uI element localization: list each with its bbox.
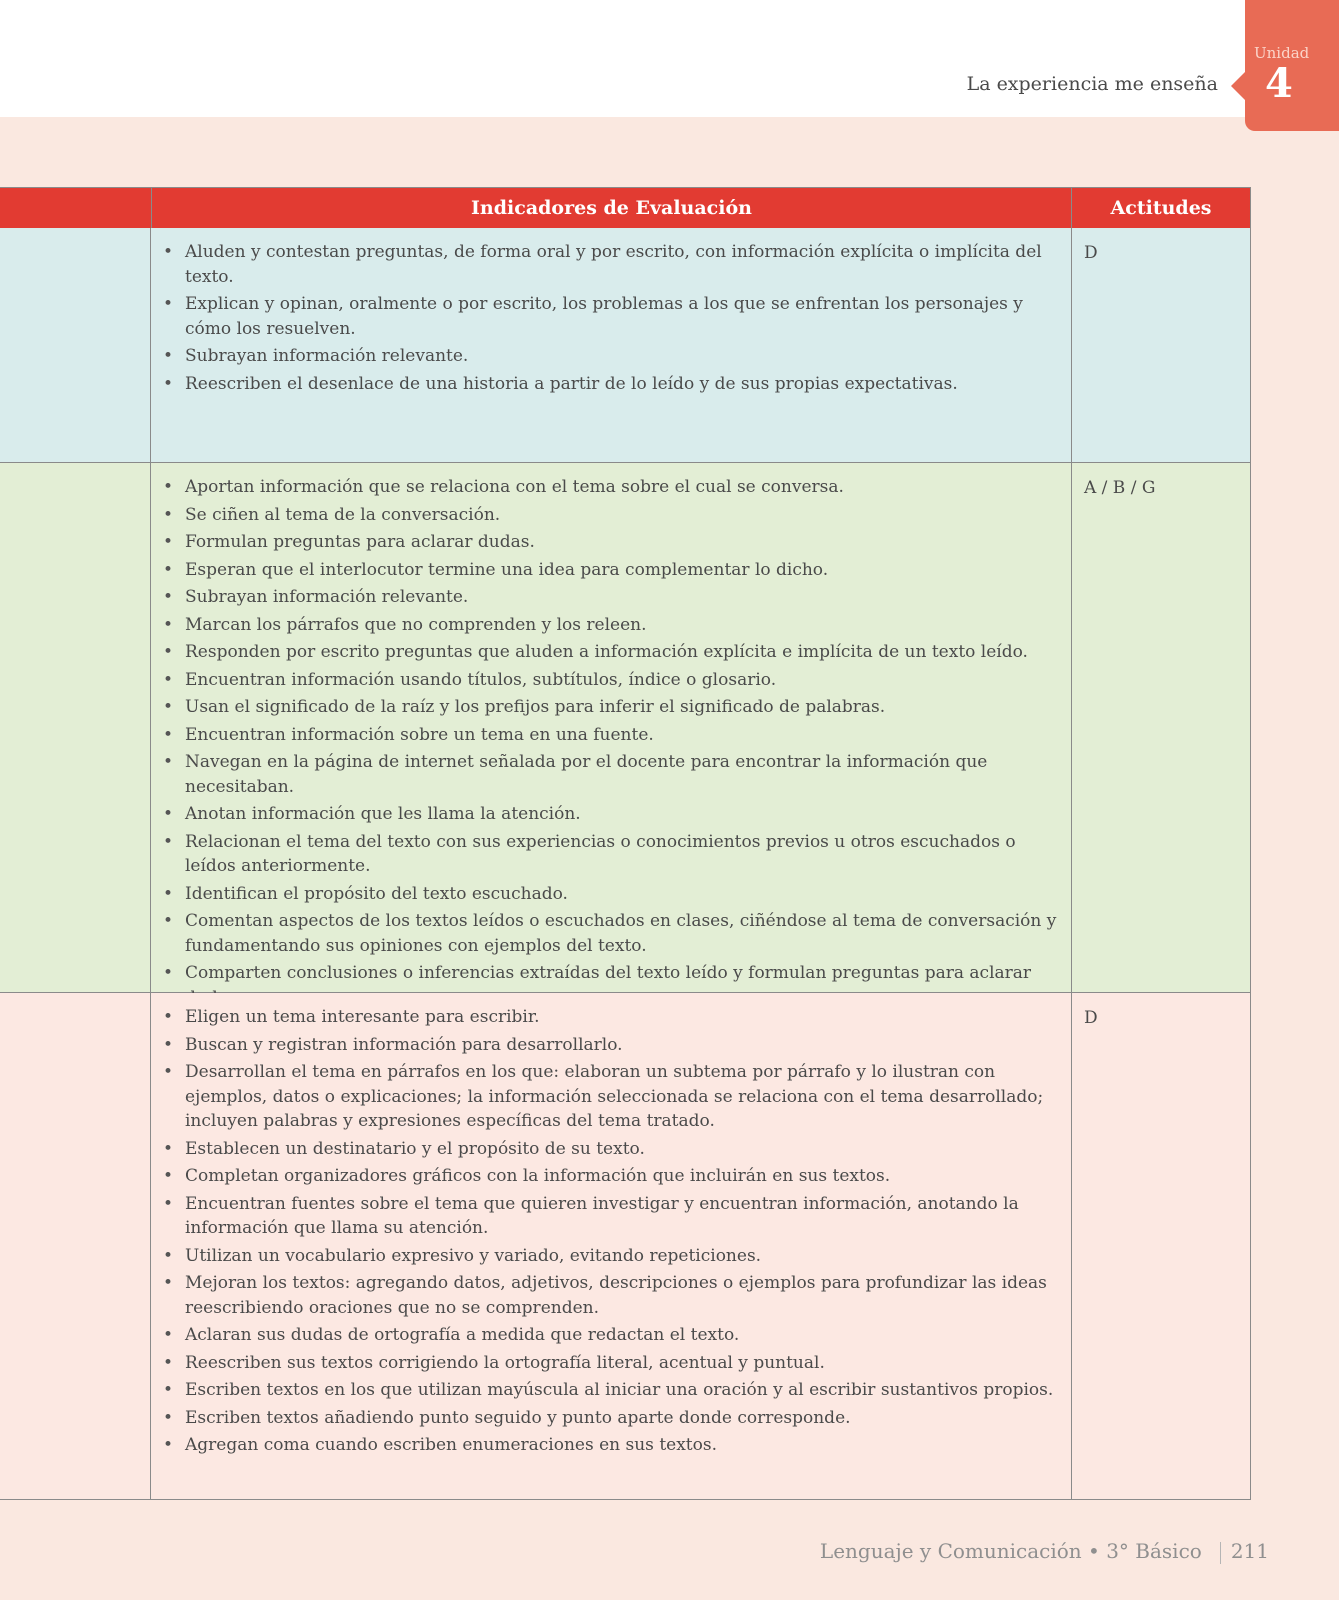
indicator-item: • Escriben textos en los que utilizan mayúscula al iniciar una oración y al escribir sustantivos propios. — [163, 1378, 1057, 1403]
column-header-indicadores: Indicadores de Evaluación — [151, 188, 1071, 229]
table-row — [0, 463, 1251, 993]
indicator-item: • Aluden y contestan preguntas, de forma oral y por escrito, con información explícita o implícita del texto. — [163, 240, 1057, 289]
indicators-cell — [151, 993, 1071, 1458]
indicator-item: • Relacionan el tema del texto con sus experiencias o conocimientos previos u otros escuchados o leídos anteriormente. — [163, 830, 1057, 879]
actitudes-cell: A / B / G — [1071, 463, 1251, 992]
indicator-item: • Comentan aspectos de los textos leídos o escuchados en clases, ciñéndose al tema de conversación y fundamentando sus opiniones con ejemplos del texto. — [163, 909, 1057, 958]
indicator-item: • Subrayan información relevante. — [163, 585, 1057, 610]
unit-label: Unidad — [1254, 44, 1310, 62]
indicator-item: • Aclaran sus dudas de ortografía a medida que redactan el texto. — [163, 1323, 1057, 1348]
indicator-item: • Completan organizadores gráficos con la información que incluirán en sus textos. — [163, 1164, 1057, 1189]
indicator-item: • Se ciñen al tema de la conversación. — [163, 503, 1057, 528]
indicator-item: • Formulan preguntas para aclarar dudas. — [163, 530, 1057, 555]
indicator-item: • Establecen un destinatario y el propósito de su texto. — [163, 1137, 1057, 1162]
indicator-item: • Identifican el propósito del texto escuchado. — [163, 882, 1057, 907]
footer-subject: Lenguaje y Comunicación • 3° Básico — [819, 1539, 1202, 1563]
indicator-item: • Reescriben el desenlace de una historia a partir de lo leído y de sus propias expectativas. — [163, 372, 1057, 397]
indicator-item: • Usan el significado de la raíz y los prefijos para inferir el significado de palabras. — [163, 695, 1057, 720]
indicator-item: • Mejoran los textos: agregando datos, adjetivos, descripciones o ejemplos para profundizar las ideas reescribiendo oraciones que no se comprenden. — [163, 1271, 1057, 1320]
indicators-cell — [151, 228, 1071, 396]
table-header — [0, 187, 1251, 228]
indicator-item: • Utilizan un vocabulario expresivo y variado, evitando repeticiones. — [163, 1244, 1057, 1269]
top-band — [0, 0, 1339, 117]
indicator-item: • Comparten conclusiones o inferencias extraídas del texto leído y formulan preguntas para aclarar — [163, 961, 1057, 1010]
page-footer — [820, 1539, 1269, 1564]
actitudes-cell: D — [1071, 228, 1251, 462]
indicator-item: • Encuentran información usando títulos, subtítulos, índice o glosario. — [163, 668, 1057, 693]
column-header-actitudes: Actitudes — [1071, 188, 1251, 229]
indicator-item: • Subrayan información relevante. — [163, 344, 1057, 369]
indicator-item: • Esperan que el interlocutor termine una idea para complementar lo dicho. — [163, 558, 1057, 583]
indicator-item: • Explican y opinan, oralmente o por escrito, los problemas a los que se enfrentan los personajes y cómo los resuelven. — [163, 292, 1057, 341]
indicator-item: • Navegan en la página de internet señalada por el docente para encontrar la información que necesitaban. — [163, 750, 1057, 799]
actitudes-cell: D — [1071, 993, 1251, 1499]
indicator-item: • Encuentran información sobre un tema en una fuente. — [163, 723, 1057, 748]
table-body — [0, 228, 1251, 1500]
indicator-item: • Buscan y registran información para desarrollarlo. — [163, 1033, 1057, 1058]
table-row — [0, 228, 1251, 463]
indicator-item: • Agregan coma cuando escriben enumeraciones en sus textos. — [163, 1433, 1057, 1458]
unit-number: 4 — [1265, 60, 1293, 107]
footer-divider — [1220, 1542, 1221, 1564]
table-row — [0, 993, 1251, 1500]
indicator-item: • Encuentran fuentes sobre el tema que quieren investigar y encuentran información, anotando la información que llama su atención. — [163, 1192, 1057, 1241]
indicator-list — [163, 475, 1057, 1010]
indicator-item: • Eligen un tema interesante para escribir. — [163, 1005, 1057, 1030]
page-number: 211 — [1230, 1539, 1269, 1563]
row-label-cell — [0, 228, 151, 462]
indicator-item: • Reescriben sus textos corrigiendo la ortografía literal, acentual y puntual. — [163, 1351, 1057, 1376]
indicator-item: • Marcan los párrafos que no comprenden y los releen. — [163, 613, 1057, 638]
indicator-item: • Escriben textos añadiendo punto seguido y punto aparte donde corresponde. — [163, 1406, 1057, 1431]
indicator-item: • Anotan información que les llama la atención. — [163, 802, 1057, 827]
indicator-list — [163, 240, 1057, 396]
row-label-cell — [0, 993, 151, 1499]
indicator-item: • Desarrollan el tema en párrafos en los que: elaboran un subtema por párrafo y lo ilustran con ejemplos, datos o explicaciones; la información seleccionada se relaciona con el tema desarrollado; incluyen palabras y expresiones específicas del tema tratado. — [163, 1060, 1057, 1134]
row-label-cell — [0, 463, 151, 992]
indicators-cell — [151, 463, 1071, 1010]
unit-tab — [1245, 0, 1339, 131]
evaluation-table — [0, 187, 1251, 1500]
indicator-item: • Responden por escrito preguntas que aluden a información explícita e implícita de un texto leído. — [163, 640, 1057, 665]
page-header-title: La experiencia me enseña — [966, 73, 1218, 95]
indicator-item: • Aportan información que se relaciona con el tema sobre el cual se conversa. — [163, 475, 1057, 500]
indicator-list — [163, 1005, 1057, 1458]
